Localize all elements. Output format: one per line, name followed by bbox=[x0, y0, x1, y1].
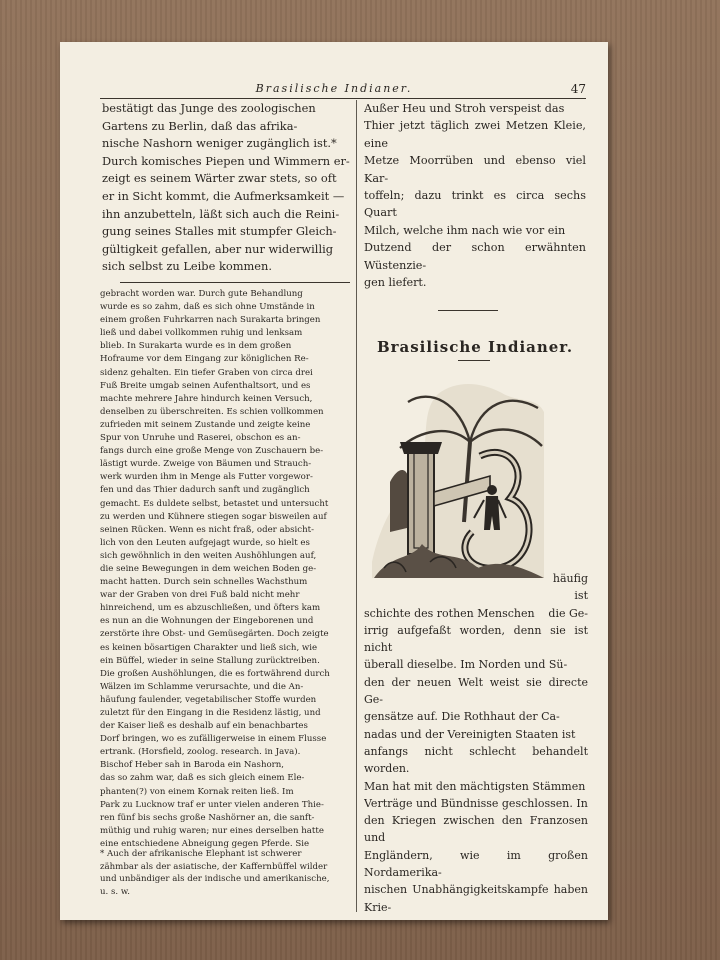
header-rule bbox=[100, 98, 586, 99]
footnote-text: * Auch der afrikanische Elephant ist schwerer zähmbar als der asiatische, der Kaffernbüffel wilder und unbändiger als der indische und amerikanische, u. s. w. bbox=[100, 849, 330, 897]
beside-initial-text: häufig ist die Ge- bbox=[548, 572, 588, 620]
column-divider bbox=[356, 100, 357, 912]
left-top-paragraph: bestätigt das Junge des zoologischen Gartens zu Berlin, daß das afrika- nische Nashorn weniger zugänglich ist.* Durch komisches Piepen und Wimmern er- zeigt es seinem Wärter zwar stets, so oft er in Sicht kommt, die Aufmerksamkeit — ihn anzubetteln, läßt sich auch die Reini- gung seines Stalles mit stumpfer Gleich- gültigkeit gefallen, aber nur widerwillig sich selbst zu Leibe kommen. bbox=[102, 101, 350, 274]
book-page bbox=[60, 42, 608, 920]
page-number: 47 bbox=[570, 82, 586, 96]
section-title: Brasilische Indianer. bbox=[376, 338, 574, 356]
left-body-paragraph: gebracht worden war. Durch gute Behandlung wurde es so zahm, daß es sich ohne Umstände in einem großen Fuhrkarren nach Surakarta bringen ließ und dabei vollkommen ruhig und lenksam blieb. In Surakarta wurde es in dem großen Hofraume vor dem Eingang zur königlichen Re- sidenz gehalten. Ein tiefer Graben von circa drei Fuß Breite umgab seinen Aufenthaltsort, und es machte mehrere Jahre hindurch keinen Versuch, denselben zu überschreiten. Es schien vollkommen zufrieden mit seinem Zustande und zeigte keine Spur von Unruhe und Raserei, obschon es an- fangs durch eine große Menge von Zuschauern be- lästigt wurde. Zweige von Bäumen und Strauch- werk wurden ihm in Menge als Futter vorgewor- fen und das Thier dadurch sanft und zugänglich gemacht. Es duldete selbst, betastet und untersucht zu werden und Kühnere stiegen sogar bisweilen auf seinen Rücken. Wenn es nicht fraß, oder absicht- lich von den Leuten aufgejagt wurde, so hielt es sich gewöhnlich in den weiten Aushöhlungen auf, die seine Bewegungen in dem weichen Boden ge- macht hatten. Durch sein schnelles Wachsthum war der Graben von drei Fuß bald nicht mehr hinreichend, um es abzuschließen, und öfters kam es nun an die Wohnungen der Eingeborenen und zerstörte ihre Obst- und Gemüsegärten. Doch zeigte es keinen bösartigen Charakter und ließ sich, wie ein Büffel, wieder in seine Stallung zurücktreiben. Die großen Aushöhlungen, die es fortwährend durch Wälzen im Schlamme verursachte, und die An- häufung faulender, vegetabilischer Stoffe wurden zuletzt für den Eingang in die Residenz lästig, und der Kaiser ließ es deshalb auf ein benachbartes Dorf bringen, wo es zufälligerweise in einem Flusse ertrank. (Horsfield, zoolog. research. in Java). Bischof Heber sah in Baroda ein Nashorn, das so zahm war, daß es sich gleich einem Ele- phanten(?) von einem Kornak reiten ließ. Im Park zu Lucknow traf er unter vielen anderen Thie- ren fünf bis sechs große Nashörner an, die sanft- müthig und ruhig waren; nur eines derselben hatte eine entschiedene Abneigung gegen Pferde. Sie bbox=[100, 289, 330, 848]
title-underline bbox=[458, 360, 490, 361]
right-column-top bbox=[364, 100, 586, 290]
decorated-initial-h-illustration bbox=[360, 372, 546, 584]
running-head: Brasilische Indianer. bbox=[255, 82, 413, 95]
left-column-footnote bbox=[100, 848, 350, 912]
section-separator-rule bbox=[438, 310, 498, 311]
left-column-top bbox=[102, 100, 350, 276]
right-top-paragraph: Außer Heu und Stroh verspeist das Thier jetzt täglich zwei Metzen Kleie, eine Metze Moorrüben und ebenso viel Kar- toffeln; dazu trinkt es circa sechs Quart Milch, welche ihm nach wie vor ein Dutzend der schon erwähnten Wüstenzie- gen liefert. bbox=[364, 102, 586, 290]
left-column-body bbox=[100, 288, 350, 848]
left-separator-rule bbox=[120, 282, 350, 283]
right-body-paragraph: schichte des rothen Menschen irrig aufgefaßt worden, denn sie ist nicht überall dieselbe. Im Norden und Sü- den der neuen Welt weist sie directe Ge- gensätze auf. Die Rothhaut der Ca- nadas und der Vereinigten Staaten ist anfangs nicht schlecht behandelt worden. Man hat mit den mächtigsten Stämmen Verträge und Bündnisse geschlossen. In den Kriegen zwischen den Franzosen und Engländern, wie im großen Nordamerika- nischen Unabhängigkeitskampfe haben Krie- bbox=[364, 606, 588, 914]
right-column-body bbox=[364, 570, 588, 916]
